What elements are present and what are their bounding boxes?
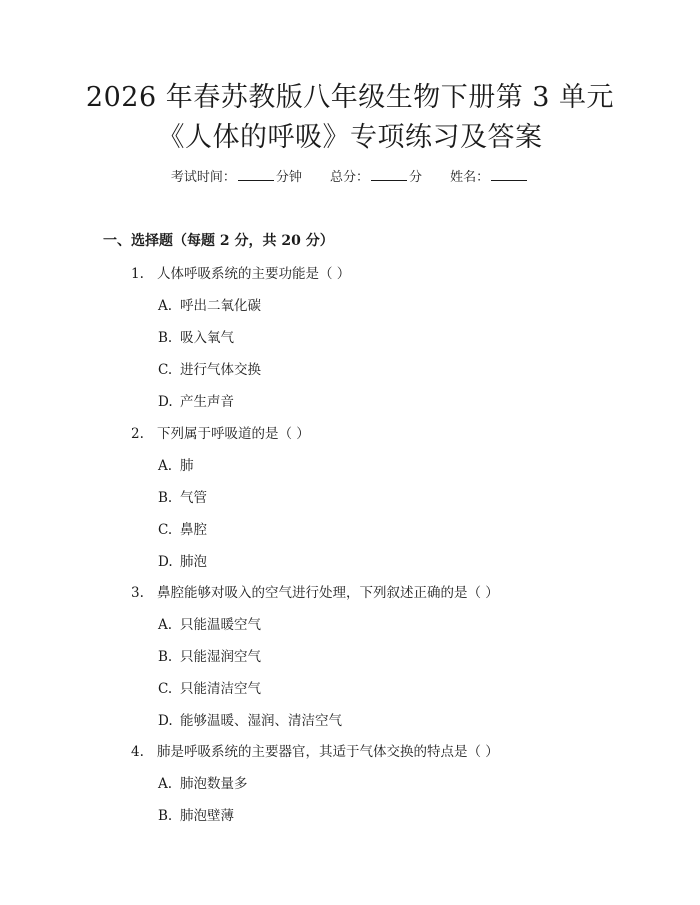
question-number: 3. (131, 585, 144, 601)
exam-time-label: 考试时间： (170, 170, 236, 185)
question-number: 2. (131, 426, 144, 442)
option-letter: B. (158, 808, 173, 824)
exam-time-field (171, 170, 306, 185)
option-text: 吸入氧气 (180, 330, 234, 346)
total-score-unit: 分 (409, 170, 423, 185)
question-4-option-b[interactable] (158, 804, 234, 824)
exam-time-unit: 分钟 (275, 170, 302, 185)
question-3-option-d[interactable] (158, 709, 342, 729)
exam-info-row (0, 166, 700, 185)
option-text: 呼出二氧化碳 (180, 298, 261, 314)
option-text: 能够温暖、湿润、清洁空气 (180, 713, 342, 729)
option-text: 进行气体交换 (180, 362, 261, 378)
option-letter: A. (158, 458, 173, 474)
option-text: 只能清洁空气 (180, 681, 261, 697)
question-4-option-a[interactable] (158, 772, 248, 792)
option-letter: C. (158, 681, 173, 697)
question-2-option-a[interactable] (158, 454, 194, 474)
total-score-blank[interactable] (371, 168, 407, 181)
question-3-option-c[interactable] (158, 677, 261, 697)
page-title-line-2: 《人体的呼吸》专项练习及答案 (157, 122, 543, 153)
question-2-option-d[interactable] (158, 550, 207, 570)
question-2-option-b[interactable] (158, 486, 207, 506)
option-letter: D. (158, 713, 173, 729)
option-letter: D. (158, 394, 173, 410)
question-3-option-a[interactable] (158, 613, 261, 633)
option-text: 气管 (180, 490, 207, 506)
option-text: 肺 (180, 458, 194, 474)
question-3 (131, 581, 499, 601)
question-1-option-b[interactable] (158, 326, 234, 346)
option-letter: A. (158, 298, 173, 314)
option-text: 只能湿润空气 (180, 649, 261, 665)
student-name-label: 姓名： (450, 170, 490, 185)
question-number: 1. (131, 266, 144, 282)
question-number: 4. (131, 744, 144, 760)
option-letter: A. (158, 617, 173, 633)
option-text: 鼻腔 (180, 522, 207, 538)
option-letter: B. (158, 330, 173, 346)
option-text: 只能温暖空气 (180, 617, 261, 633)
option-letter: A. (158, 776, 173, 792)
option-text: 肺泡 (180, 554, 207, 570)
question-text: 下列属于呼吸道的是（ ） (157, 426, 310, 442)
exam-time-blank[interactable] (238, 168, 274, 181)
student-name-blank[interactable] (491, 168, 527, 181)
option-text: 肺泡壁薄 (180, 808, 234, 824)
section-heading: 一、选择题（每题 2 分，共 20 分） (103, 233, 334, 249)
question-2 (131, 422, 310, 442)
question-1-option-d[interactable] (158, 390, 234, 410)
question-text: 人体呼吸系统的主要功能是（ ） (157, 266, 351, 282)
question-1-option-c[interactable] (158, 358, 261, 378)
question-text: 肺是呼吸系统的主要器官，其适于气体交换的特点是（ ） (157, 744, 499, 760)
option-text: 肺泡数量多 (180, 776, 248, 792)
option-letter: C. (158, 362, 173, 378)
option-letter: C. (158, 522, 173, 538)
question-1-option-a[interactable] (158, 294, 261, 314)
question-text: 鼻腔能够对吸入的空气进行处理，下列叙述正确的是（ ） (157, 585, 499, 601)
question-4 (131, 740, 499, 760)
question-3-option-b[interactable] (158, 645, 261, 665)
question-2-option-c[interactable] (158, 518, 207, 538)
option-text: 产生声音 (180, 394, 234, 410)
question-1 (131, 262, 350, 282)
option-letter: B. (158, 649, 173, 665)
option-letter: B. (158, 490, 173, 506)
option-letter: D. (158, 554, 173, 570)
page-title-line-1: 2026 年春苏教版八年级生物下册第 3 单元 (85, 82, 615, 113)
total-score-field (330, 170, 426, 185)
student-name-field (450, 170, 529, 185)
total-score-label: 总分： (329, 170, 369, 185)
